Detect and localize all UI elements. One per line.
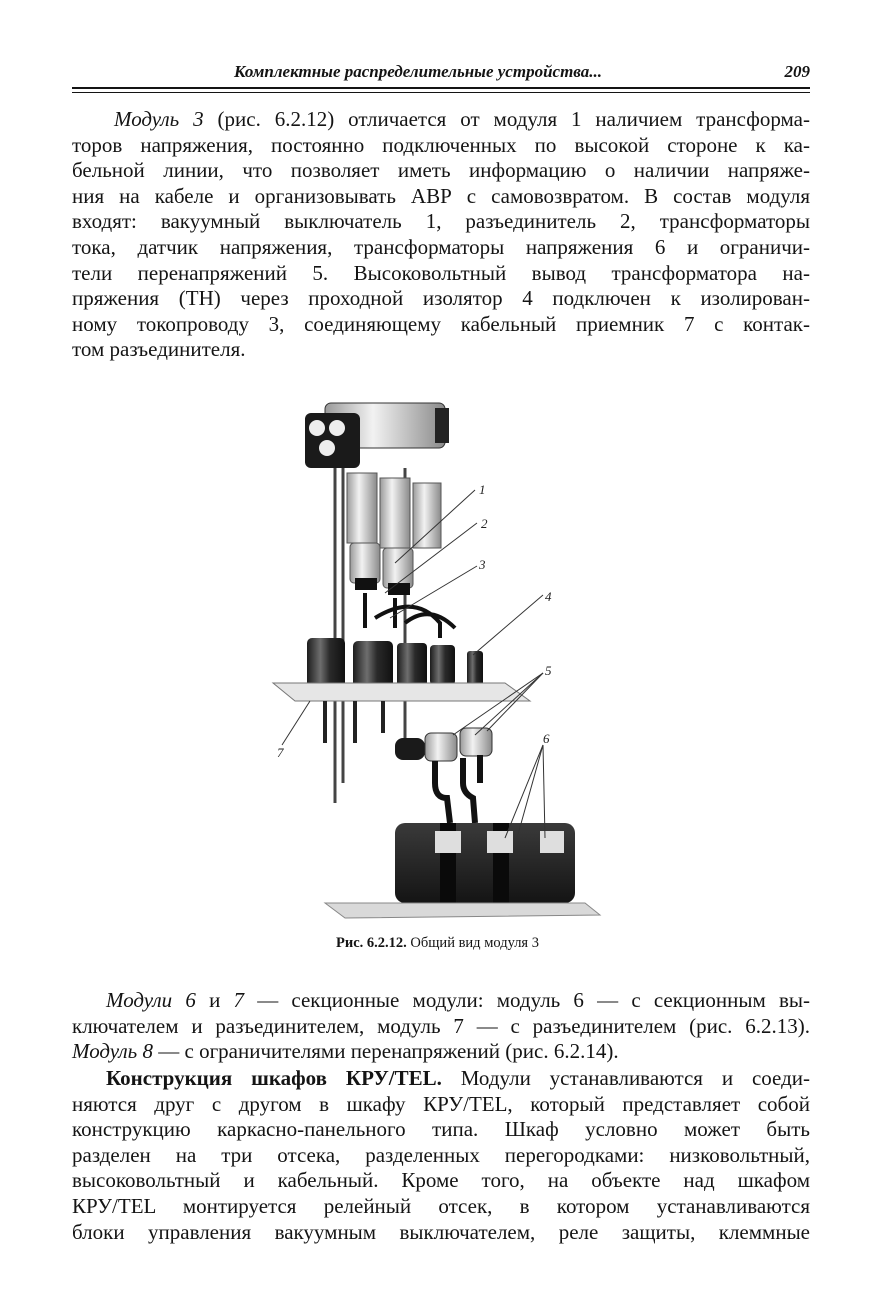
conductors (365, 593, 455, 638)
callout-6: 6 (543, 731, 550, 746)
top-bus-assembly (305, 403, 449, 468)
line-text: бельной линии, что позволяет иметь информацию о наличии напряже- (72, 158, 810, 183)
callout-2: 2 (481, 516, 488, 531)
paragraph-kru-tel (72, 1066, 810, 1245)
text-line (72, 286, 810, 312)
line-text: тели перенапряжений 5. Высоковольтный вывод трансформатора на- (72, 260, 810, 285)
page-number: 209 (784, 62, 810, 81)
section-heading: Конструкция шкафов КРУ/TEL. (106, 1066, 442, 1090)
figure-caption (0, 935, 875, 952)
voltage-transformers (395, 823, 575, 903)
line-text: конструкцию каркасно-панельного типа. Шкаф условно может быть (72, 1117, 810, 1142)
text-line (72, 133, 810, 159)
text-line (72, 1066, 810, 1092)
caption-text: Общий вид модуля 3 (406, 935, 539, 951)
base-frame (325, 903, 600, 918)
text-line (72, 1014, 810, 1040)
text-line (72, 1220, 810, 1246)
module-3-illustration (255, 383, 605, 943)
line-text: входят: вакуумный выключатель 1, разъединитель 2, трансформаторы (72, 209, 810, 234)
line-text: том разъединителя. (72, 337, 246, 362)
header-rule-thin (72, 92, 810, 93)
line-text: няются друг с другом в шкафу КРУ/TEL, который представляет собой (72, 1091, 810, 1116)
figure-module-3 (255, 383, 605, 943)
line-text: и (195, 988, 234, 1012)
header-rule (72, 87, 810, 89)
term-module-8: Модуль 8 (72, 1039, 153, 1064)
text-line (72, 107, 810, 133)
text-line (72, 1168, 810, 1194)
line-text: разделен на три отсека, разделенных перегородками: низковольтный, (72, 1142, 810, 1167)
running-head (72, 60, 810, 84)
line-text: Модули устанавливаются и соеди- (441, 1066, 810, 1090)
line-text: торов напряжения, постоянно подключенных по высокой стороне к ка- (72, 132, 810, 157)
text-line (72, 337, 810, 363)
running-title: Комплектные распределительные устройства... (234, 62, 603, 81)
line-text: — секционные модули: модуль 6 — с секционным вы- (244, 988, 810, 1012)
text-line (72, 1143, 810, 1169)
line-text: высоковольтный и кабельный. Кроме того, на объекте над шкафом (72, 1168, 810, 1193)
callout-4: 4 (545, 589, 552, 604)
text-line (72, 1117, 810, 1143)
term-module-3: Модуль 3 (114, 107, 204, 131)
paragraph-modules-6-7-8 (72, 988, 810, 1065)
text-line (72, 988, 810, 1014)
line-text: ключателем и разъединителем, модуль 7 — с разъединителем (рис. 6.2.13). (72, 1013, 810, 1038)
mounting-plate (273, 683, 530, 701)
line-text: ния на кабеле и организовывать АВР с самовозвратом. В состав модуля (72, 183, 810, 208)
line-text: пряжения (ТН) через проходной изолятор 4 подключен к изолирован- (72, 286, 810, 311)
text-line (72, 261, 810, 287)
line-text: — с ограничителями перенапряжений (рис. 6.2.14). (153, 1039, 619, 1064)
text-line (72, 1194, 810, 1220)
text-line (72, 1092, 810, 1118)
line-text: (рис. 6.2.12) отличается от модуля 1 наличием трансформа- (203, 107, 810, 131)
text-line (72, 209, 810, 235)
callout-3: 3 (479, 557, 486, 572)
line-text: блоки управления вакуумным выключателем, реле защиты, клеммные (72, 1219, 810, 1244)
term-modules-6: Модули 6 (106, 988, 196, 1012)
line-text: ному токопроводу 3, соединяющему кабельный приемник 7 с контак- (72, 311, 810, 336)
callout-7: 7 (277, 745, 284, 760)
text-line (72, 235, 810, 261)
text-line (72, 312, 810, 338)
text-line (72, 184, 810, 210)
caption-number: Рис. 6.2.12. (336, 935, 407, 951)
text-line (72, 158, 810, 184)
line-text: тока, датчик напряжения, трансформаторы напряжения 6 и ограничи- (72, 234, 810, 259)
line-text: КРУ/TEL монтируется релейный отсек, в котором устанавливаются (72, 1193, 810, 1218)
text-line (72, 1039, 810, 1065)
callout-1: 1 (479, 482, 486, 497)
callout-5: 5 (545, 663, 552, 678)
paragraph-module-3 (72, 107, 810, 363)
surge-arresters (395, 728, 492, 823)
term-7: 7 (233, 988, 244, 1012)
